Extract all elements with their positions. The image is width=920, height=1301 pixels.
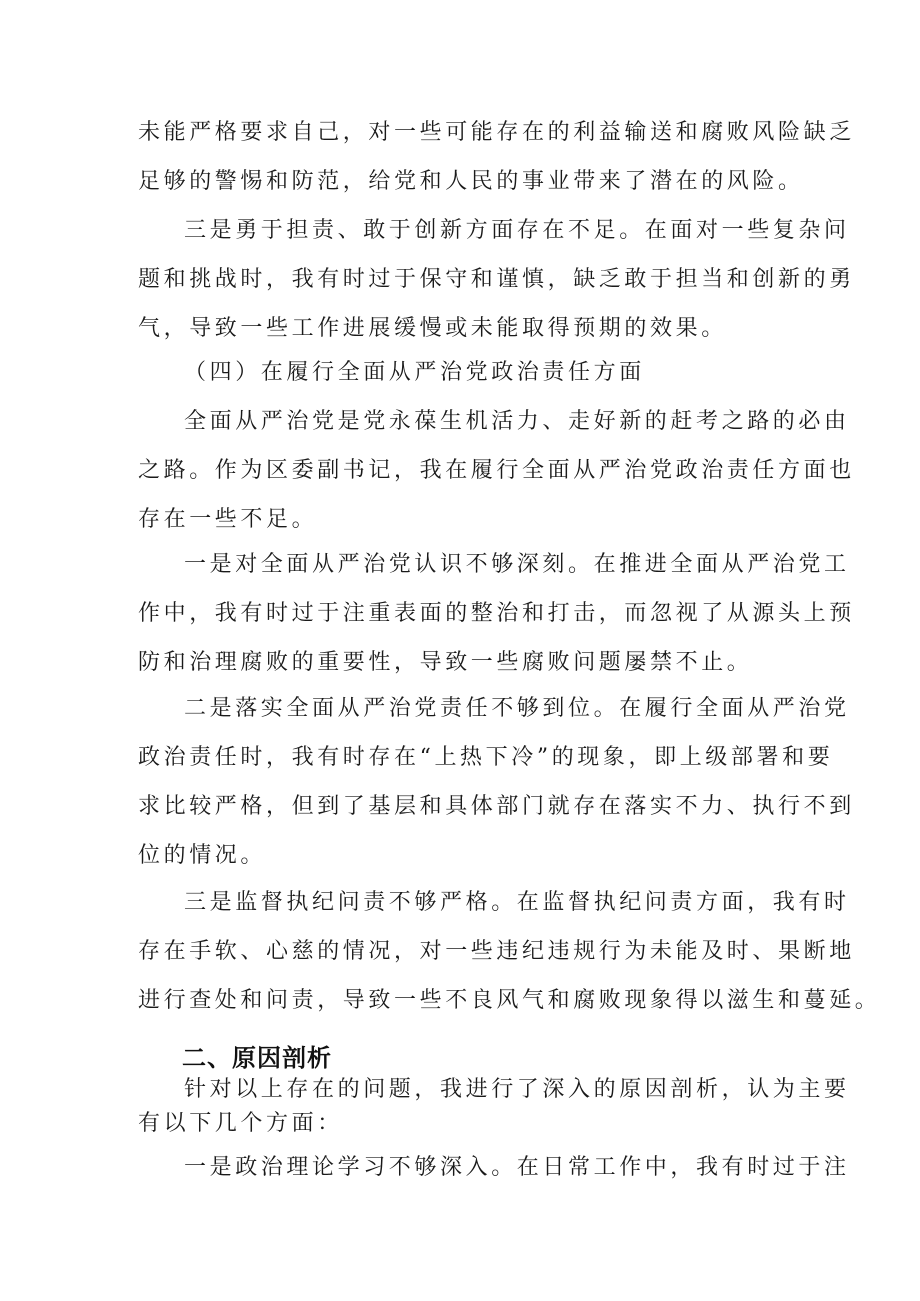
paragraph-responsibility-innovation (138, 206, 855, 353)
paragraph-point-three (138, 878, 881, 1025)
paragraph-risk-awareness (138, 108, 855, 206)
text-line: 足够的警惕和防范，给党和人民的事业带来了潜在的风险。 (138, 169, 804, 194)
text-line: 题和挑战时，我有时过于保守和谨慎，缺乏敢于担当和创新的勇 (138, 267, 855, 292)
section-heading: 二、原因剖析 (182, 1044, 332, 1072)
subheading-text: （四）在履行全面从严治党政治责任方面 (184, 360, 645, 385)
text-line: 防和治理腐败的重要性，导致一些腐败问题屡禁不止。 (138, 650, 753, 675)
subheading-four (138, 348, 790, 397)
text-line: 存在一些不足。 (138, 507, 318, 532)
paragraph-cause-analysis-intro (138, 1073, 850, 1141)
paragraph-cause-one (138, 1143, 850, 1192)
text-line: 一是对全面从严治党认识不够深刻。在推进全面从严治党工 (184, 552, 850, 577)
text-line: 三是监督执纪问责不够严格。在监督执纪问责方面，我有时 (184, 890, 850, 915)
text-line: 全面从严治党是党永葆生机活力、走好新的赶考之路的必由 (184, 409, 850, 434)
text-line: 二是落实全面从严治党责任不够到位。在履行全面从严治党 (184, 696, 850, 721)
text-line: 之路。作为区委副书记，我在履行全面从严治党政治责任方面也 (138, 458, 855, 483)
paragraph-strict-governance-intro (138, 397, 855, 544)
text-line: 作中，我有时过于注重表面的整治和打击，而忽视了从源头上预 (138, 601, 855, 626)
text-line: 进行查处和问责，导致一些不良风气和腐败现象得以滋生和蔓延。 (138, 988, 881, 1013)
text-line: 三是勇于担责、敢于创新方面存在不足。在面对一些复杂问 (184, 218, 850, 243)
text-line: 位的情况。 (138, 843, 267, 868)
paragraph-point-one (138, 540, 855, 687)
text-line: 未能严格要求自己，对一些可能存在的利益输送和腐败风险缺乏 (138, 120, 855, 145)
text-line: 政治责任时，我有时存在“上热下冷”的现象，即上级部署和要 (138, 745, 834, 770)
text-line: 气，导致一些工作进展缓慢或未能取得预期的效果。 (138, 316, 727, 341)
paragraph-point-two (138, 684, 855, 880)
text-line: 针对以上存在的问题，我进行了深入的原因剖析，认为主要 (184, 1077, 850, 1102)
text-line: 求比较严格，但到了基层和具体部门就存在落实不力、执行不到 (138, 794, 855, 819)
text-line: 有以下几个方面： (138, 1111, 343, 1136)
text-line: 一是政治理论学习不够深入。在日常工作中，我有时过于注 (184, 1155, 850, 1180)
text-line: 存在手软、心慈的情况，对一些违纪违规行为未能及时、果断地 (138, 939, 855, 964)
